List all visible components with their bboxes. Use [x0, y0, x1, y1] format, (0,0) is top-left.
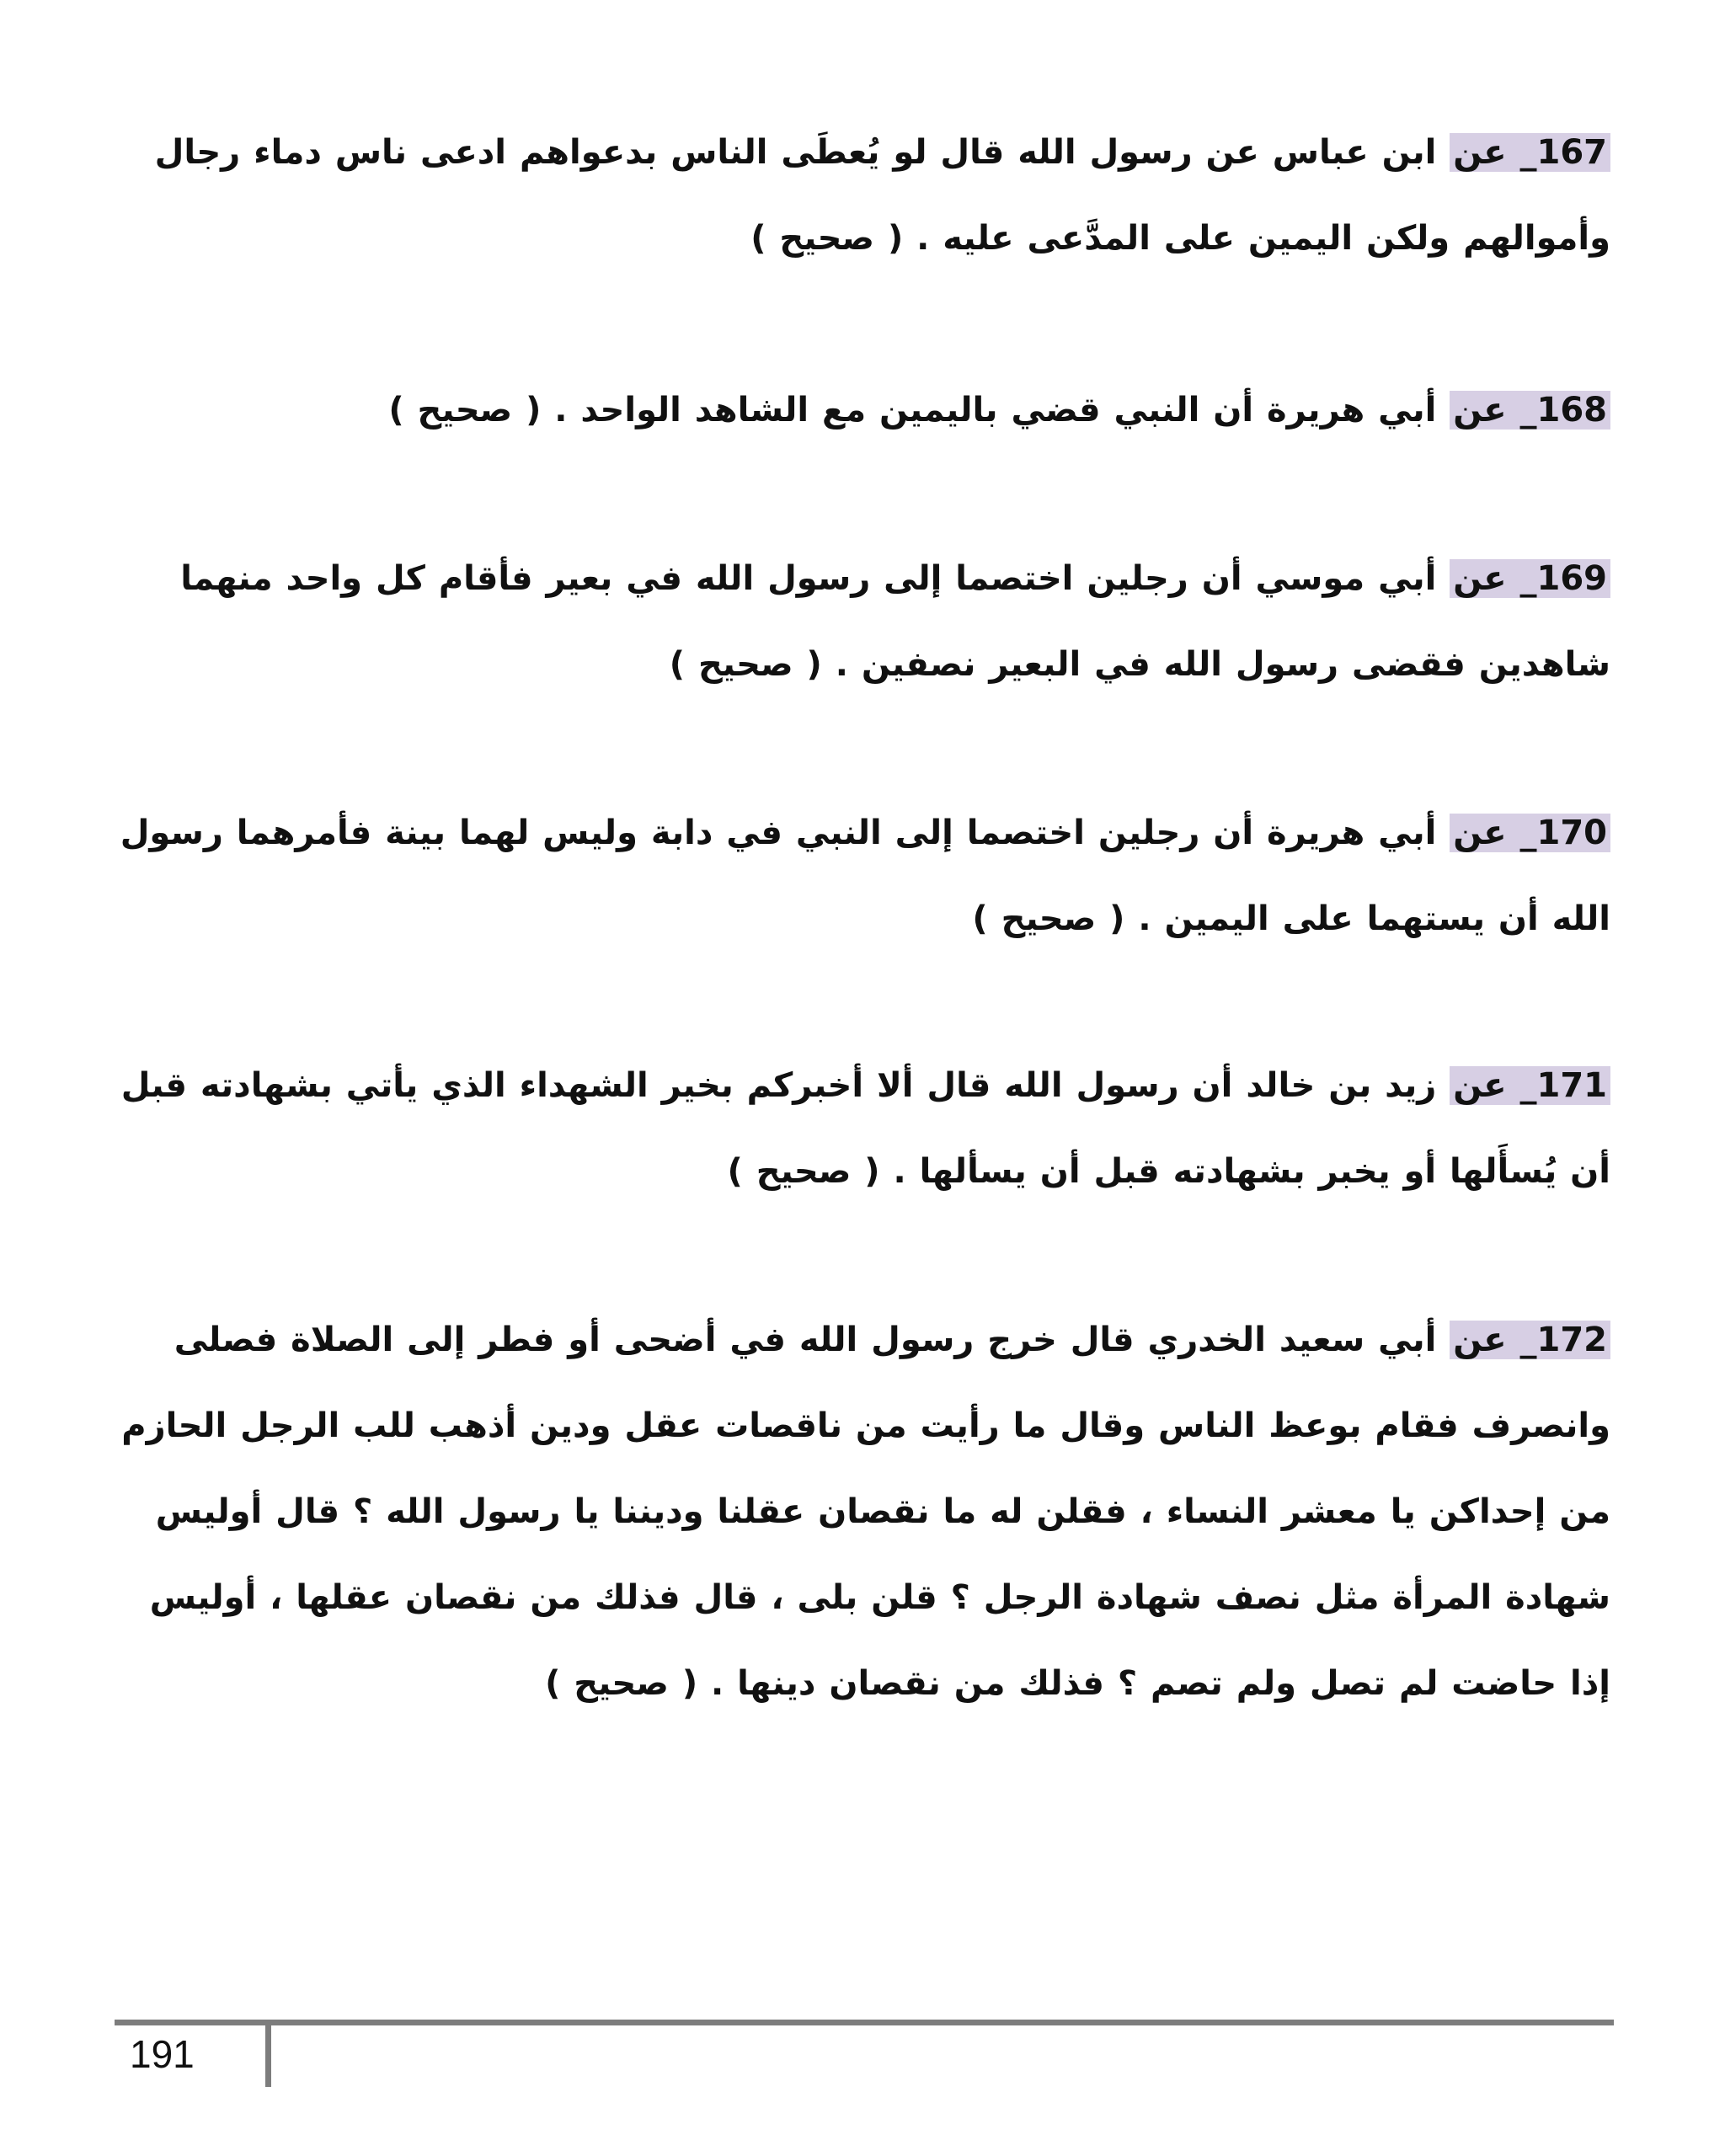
hadith-prefix: _ عن [1453, 559, 1537, 598]
hadith-168 [120, 367, 1610, 453]
hadith-text: أبي موسي أن رجلين اختصما إلى رسول الله في بعير فأقام كل واحد منهما شاهدين فقضى رسول الله في البعير نصفين . ( صحيح ) [180, 559, 1610, 684]
hadith-text: زيد بن خالد أن رسول الله قال ألا أخبركم بخير الشهداء الذي يأتي بشهادته قبل أن يُسأَلها أو يخبر بشهادته قبل أن يسألها . ( صحيح ) [120, 1066, 1610, 1191]
hadith-number: 172 [1536, 1321, 1607, 1359]
hadith-number-highlight [1450, 133, 1610, 172]
hadith-number-highlight [1450, 814, 1610, 852]
footer-rule [115, 2020, 1614, 2025]
hadith-172 [120, 1297, 1610, 1726]
hadith-number-highlight [1450, 559, 1610, 598]
hadith-number: 169 [1536, 559, 1607, 598]
hadith-text: ابن عباس عن رسول الله قال لو يُعطَى الناس بدعواهم ادعى ناس دماء رجال وأموالهم ولكن اليمين على المدَّعى عليه . ( صحيح ) [154, 133, 1610, 258]
hadith-number: 168 [1536, 391, 1607, 430]
hadith-prefix: _ عن [1453, 1321, 1537, 1359]
hadith-number-highlight [1450, 1321, 1610, 1359]
hadith-prefix: _ عن [1453, 391, 1537, 430]
hadith-number-highlight [1450, 391, 1610, 430]
hadith-number: 167 [1536, 133, 1607, 172]
hadith-167 [120, 109, 1610, 281]
hadith-text: أبي سعيد الخدري قال خرج رسول الله في أضحى أو فطر إلى الصلاة فصلى وانصرف فقام بوعظ الناس وقال ما رأيت من ناقصات عقل ودين أذهب للب الرجل الحازم من إحداكن يا معشر النساء ، فقلن له ما نقصان عقلنا وديننا يا رسول الله ؟ قال أوليس شهادة المرأة مثل نصف شهادة الرجل ؟ قلن بلى ، قال فذلك من نقصان عقلها ، أوليس إذا حاضت لم تصل ولم تصم ؟ فذلك من نقصان دينها . ( صحيح ) [121, 1321, 1610, 1703]
hadith-prefix: _ عن [1453, 1066, 1537, 1105]
hadith-prefix: _ عن [1453, 133, 1537, 172]
hadith-number: 171 [1536, 1066, 1607, 1105]
hadith-171 [120, 1043, 1610, 1214]
hadith-prefix: _ عن [1453, 814, 1537, 852]
footer-divider-tick [265, 2020, 271, 2087]
hadith-text: أبي هريرة أن رجلين اختصما إلى النبي في دابة وليس لهما بينة فأمرهما رسول الله أن يستهما على اليمين . ( صحيح ) [120, 814, 1610, 938]
hadith-number: 170 [1536, 814, 1607, 852]
page-number: 191 [130, 2032, 195, 2076]
hadith-169 [120, 536, 1610, 707]
hadith-number-highlight [1450, 1066, 1610, 1105]
hadith-170 [120, 790, 1610, 962]
hadith-text: أبي هريرة أن النبي قضي باليمين مع الشاهد الواحد . ( صحيح ) [388, 391, 1437, 430]
